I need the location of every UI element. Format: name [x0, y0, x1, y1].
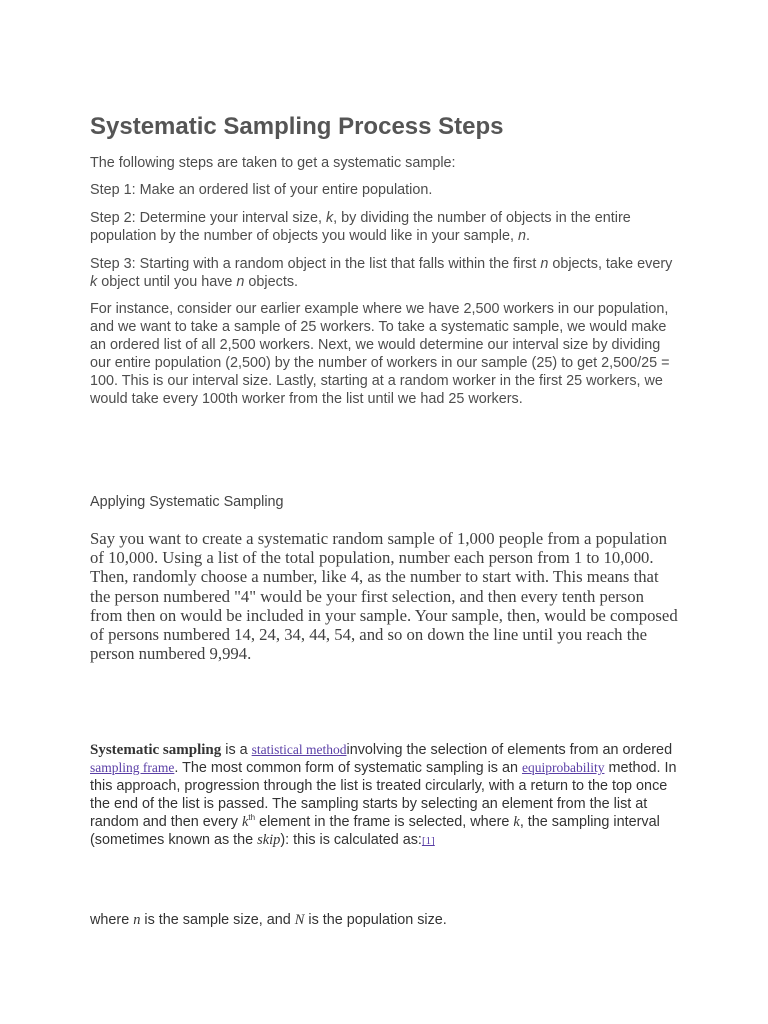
- reference-link-1[interactable]: [1]: [421, 835, 435, 847]
- step-3-k-var: k: [90, 274, 98, 290]
- step-2-n-var: n: [517, 228, 526, 244]
- step-3-n-var: n: [540, 256, 549, 272]
- definition-text-4: method. In this approach, progression through the list is treated circularly, with a return to the top once the end of the list is passed. The sampling starts by selecting an element from the list at random and then every: [90, 760, 677, 830]
- step-3-text-b: objects, take every: [548, 256, 673, 272]
- applying-heading: Applying Systematic Sampling: [90, 494, 284, 510]
- where-text-b: is the sample size, and: [140, 912, 295, 928]
- definition-text-5: element in the frame is selected, where: [255, 814, 514, 830]
- example-paragraph: For instance, consider our earlier example where we have 2,500 workers in our population, and we want to take a sample of 25 workers. To take a systematic sample, we would make an ordered list of all 2,500 workers. Next, we would determine our interval size by dividing our entire population (2,500) by the number of workers in our sample (25) to get 2,500/25 = 100. This is our interval size. Lastly, starting at a random worker in the first 25 workers, we would take every 100th worker from the list until we had 25 workers.: [90, 301, 670, 407]
- definition-term: Systematic sampling: [90, 742, 222, 758]
- equiprobability-link[interactable]: equiprobability: [521, 760, 605, 775]
- step-2: [90, 209, 680, 245]
- definition-text-2: involving the selection of elements from an ordered: [346, 742, 673, 758]
- step-3-text-c: object until you have: [97, 274, 237, 290]
- definition-skip-term: skip: [257, 832, 281, 848]
- step-3-text-a: Step 3: Starting with a random object in the list that falls within the first: [90, 256, 541, 272]
- where-n-var: n: [133, 912, 141, 928]
- definition-text-3: . The most common form of systematic sampling is an: [174, 760, 522, 776]
- applying-paragraph: Say you want to create a systematic random sample of 1,000 people from a population of 10,000. Using a list of the total population, number each person from 1 to 10,000. Then, randomly choose a number, like 4, as the number to start with. This means that the person numbered "4" would be your first selection, and then every tenth person from then on would be included in your sample. Your sample, then, would be composed of persons numbered 14, 24, 34, 44, 54, and so on down the line until you reach the person numbered 9,994.: [90, 529, 678, 664]
- step-2-text-a: Step 2: Determine your interval size,: [90, 210, 326, 226]
- definition-text-1: is a: [221, 742, 252, 758]
- where-text-c: is the population size.: [304, 912, 447, 928]
- where-line: [90, 911, 680, 929]
- definition-th-superscript: th: [248, 813, 256, 823]
- step-3-n-var-2: n: [236, 274, 245, 290]
- statistical-method-link[interactable]: statistical method: [251, 742, 347, 757]
- step-3-text-d: objects.: [244, 274, 299, 290]
- step-2-text-c: .: [525, 228, 530, 244]
- step-3: [90, 255, 680, 291]
- step-2-text-b: , by dividing the number of objects in the entire population by the number of objects you would like in your sample,: [90, 210, 631, 244]
- definition-paragraph: [90, 741, 680, 850]
- where-text-a: where: [90, 912, 134, 928]
- definition-k-var-2: k: [513, 814, 520, 830]
- sampling-frame-link[interactable]: sampling frame: [90, 760, 175, 775]
- step-2-k-var: k: [325, 210, 334, 226]
- step-1: Step 1: Make an ordered list of your entire population.: [90, 182, 433, 198]
- definition-text-6: , the sampling interval (sometimes known as the: [90, 814, 660, 848]
- definition-text-7: ): this is calculated as:: [280, 832, 422, 848]
- intro-text: The following steps are taken to get a systematic sample:: [90, 155, 456, 171]
- definition-k-var: k: [242, 814, 249, 830]
- where-N-var: N: [294, 912, 305, 928]
- page-title: Systematic Sampling Process Steps: [90, 113, 504, 140]
